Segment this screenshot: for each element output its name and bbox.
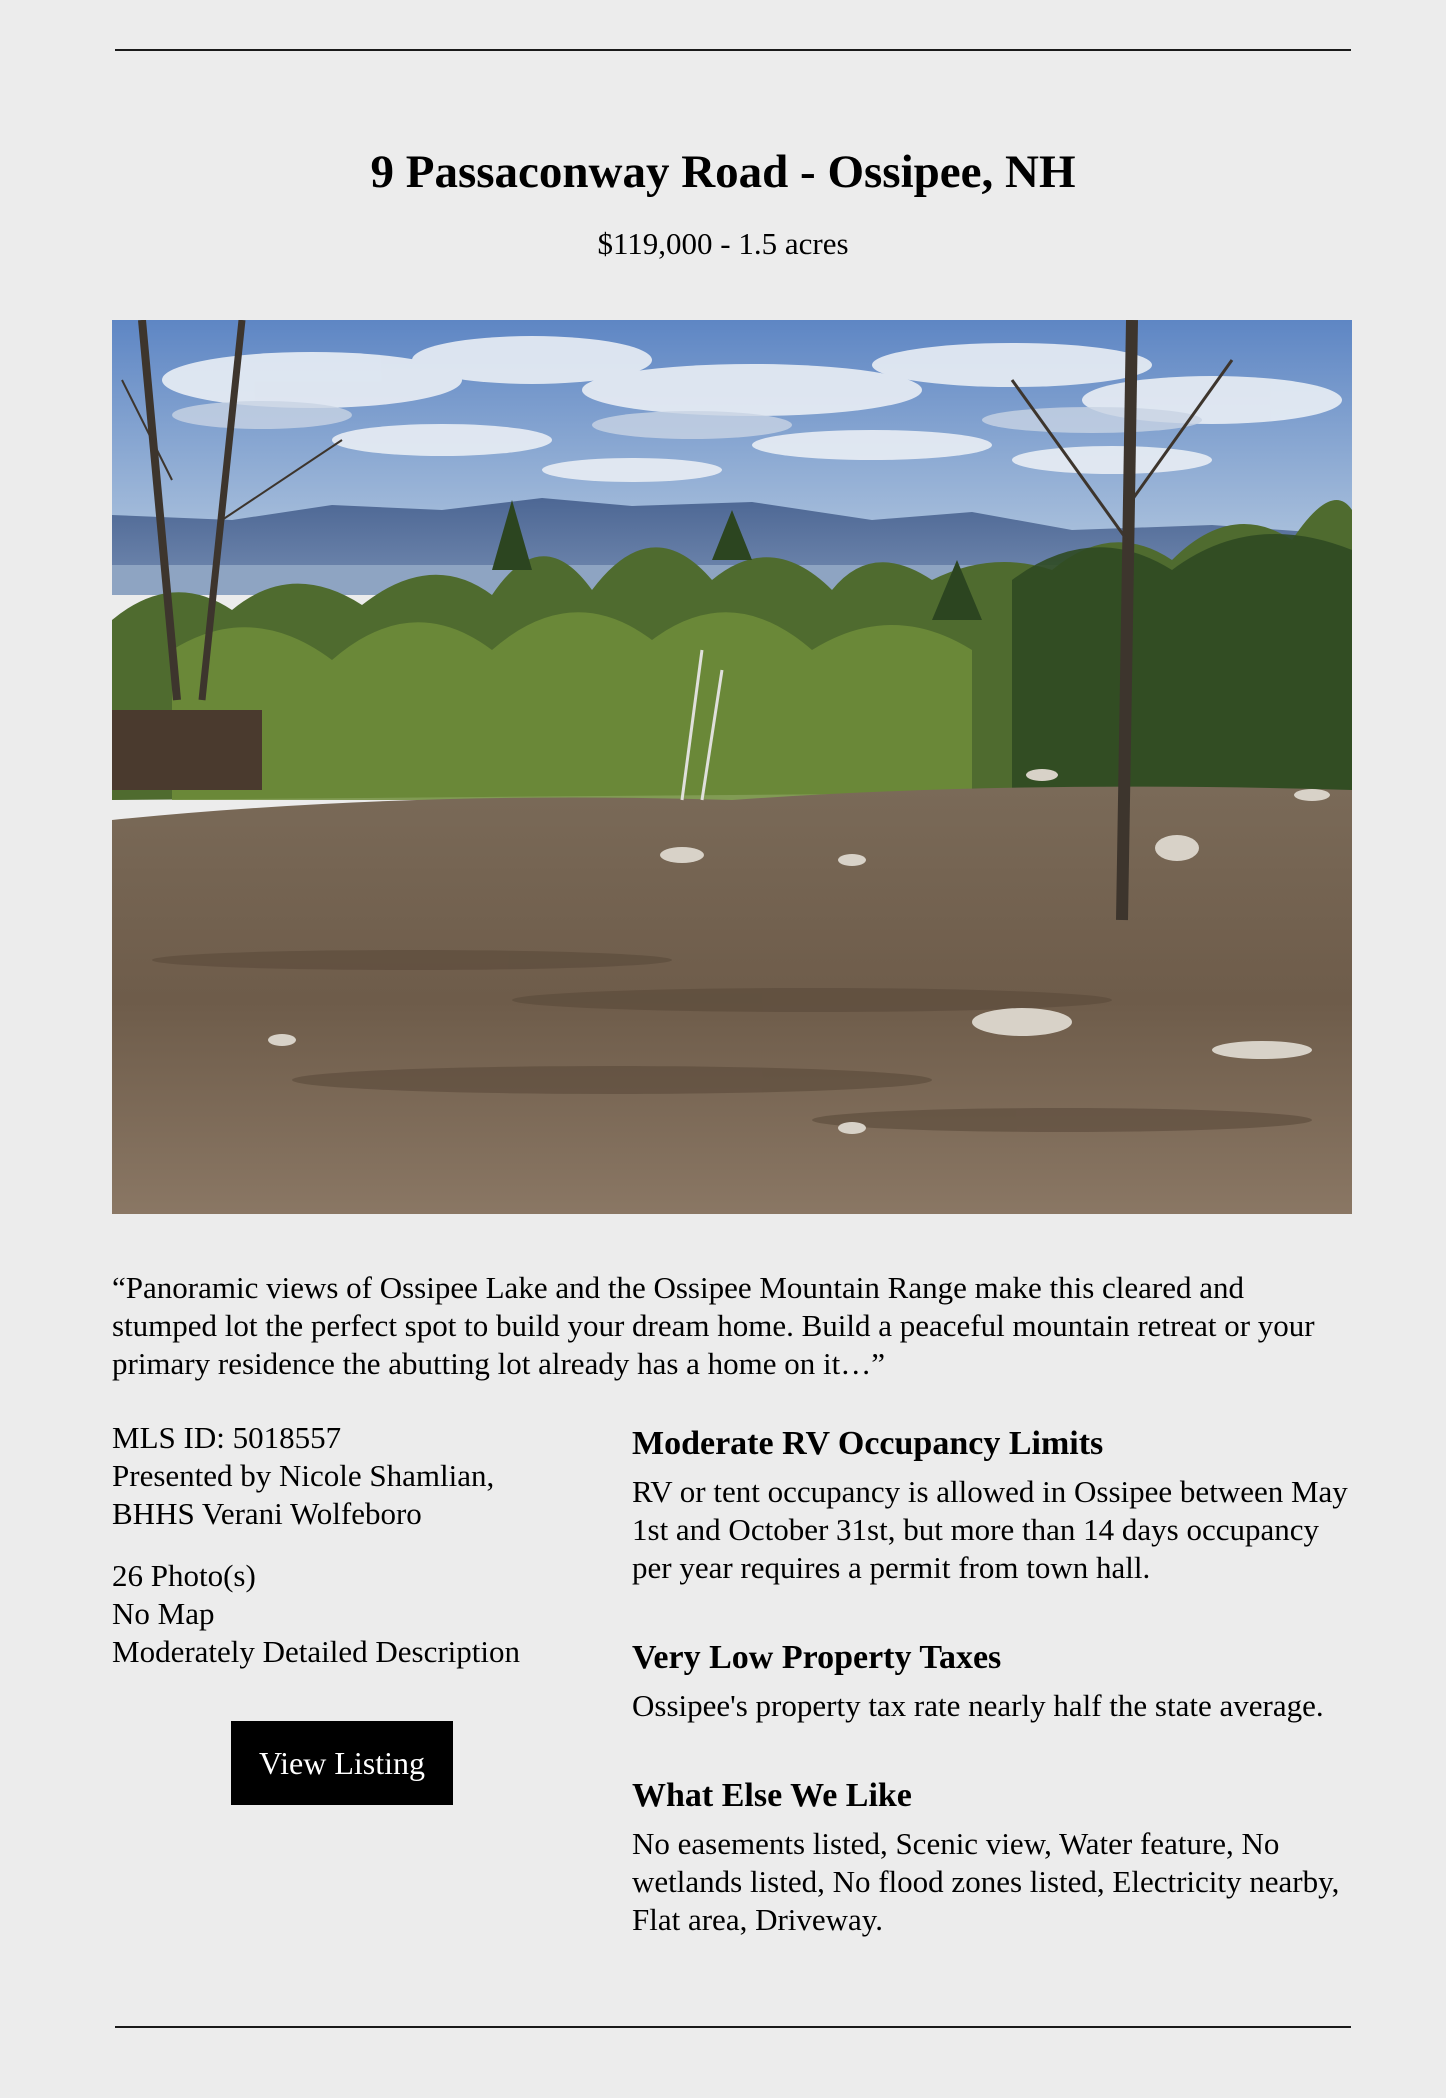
feature-body: Ossipee's property tax rate nearly half the state average. (632, 1688, 1324, 1723)
listing-details (112, 1419, 572, 1671)
feature-heading: Moderate RV Occupancy Limits (632, 1425, 1104, 1462)
mls-id: MLS ID: 5018557 (112, 1420, 342, 1455)
feature-heading: What Else We Like (632, 1777, 912, 1814)
price-acreage: $119,000 - 1.5 acres (597, 226, 849, 261)
presented-by: Presented by Nicole Shamlian, (112, 1458, 495, 1493)
feature-body: RV or tent occupancy is allowed in Ossipee between May 1st and October 31st, but more than 14 days occupancy per year requires a permit from town hall. (632, 1474, 1348, 1585)
bottom-divider (115, 2026, 1351, 2028)
feature-property-taxes (632, 1635, 1357, 1725)
feature-heading: Very Low Property Taxes (632, 1639, 1002, 1676)
brokerage: BHHS Verani Wolfeboro (112, 1496, 422, 1531)
listing-title: 9 Passaconway Road - Ossipee, NH (370, 146, 1076, 198)
photo-count: 26 Photo(s) (112, 1558, 256, 1593)
view-listing-button[interactable]: View Listing (231, 1721, 453, 1805)
property-photo[interactable] (112, 320, 1352, 1214)
description-quality: Moderately Detailed Description (112, 1634, 521, 1669)
feature-body: No easements listed, Scenic view, Water feature, No wetlands listed, No flood zones listed, Electricity nearby, Flat area, Driveway. (632, 1826, 1340, 1937)
feature-rv-occupancy (632, 1421, 1357, 1587)
top-divider (115, 49, 1351, 51)
listing-quote: “Panoramic views of Ossipee Lake and the Ossipee Mountain Range make this cleared and stumped lot the perfect spot to build your dream home. Build a peaceful mountain retreat or your primary residence the abutting lot already has a home on it…” (112, 1270, 1315, 1381)
feature-what-else (632, 1773, 1357, 1939)
map-status: No Map (112, 1596, 215, 1631)
